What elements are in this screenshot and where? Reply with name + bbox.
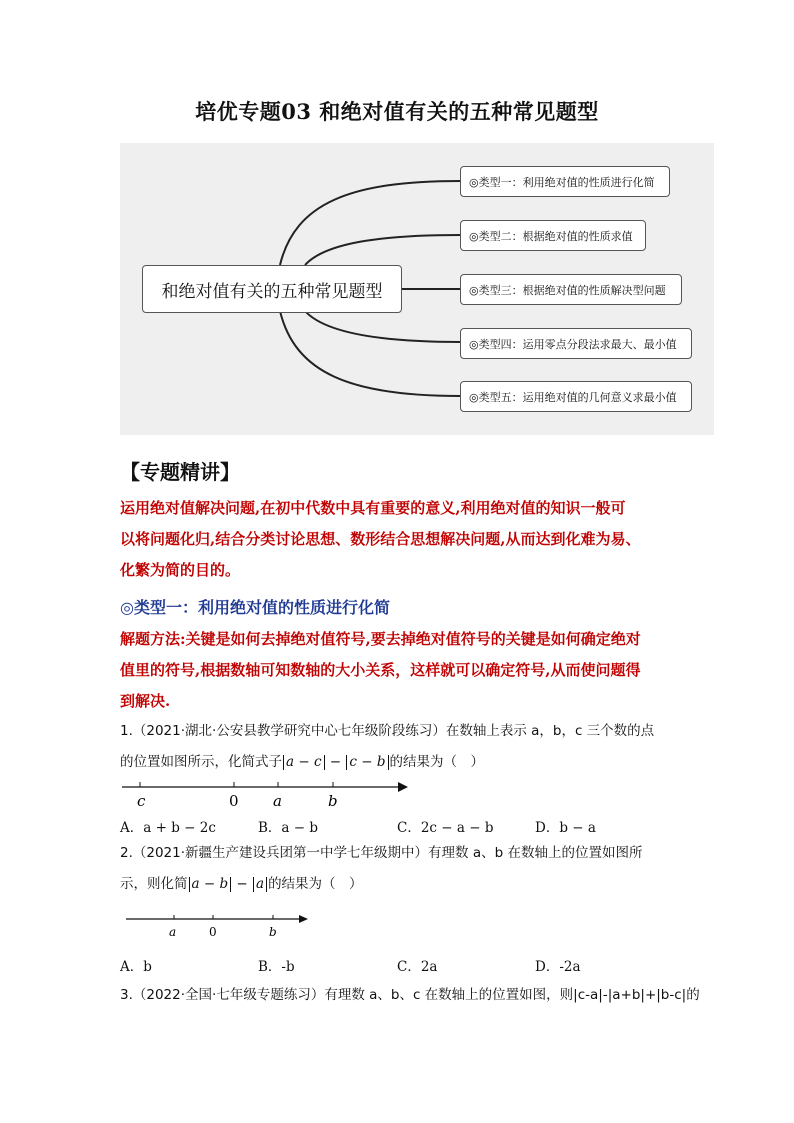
mind-map-node-type4: ◎类型四：运用零点分段法求最大、最小值 xyxy=(460,328,692,359)
question-2 xyxy=(120,838,720,900)
question-3 xyxy=(120,980,720,1011)
q1-option-b: B．a − b xyxy=(258,820,319,836)
question-1 xyxy=(120,716,720,778)
question-2-stem-line2: 示，则化简 a − b − a 的结果为（ ） xyxy=(120,876,363,892)
method-line: 解题方法:关键是如何去掉绝对值符号,要去掉绝对值符号的关键是如何确定绝对 xyxy=(120,630,641,648)
intro-line: 以将问题化归,结合分类讨论思想、数形结合思想解决问题,从而达到化难为易、 xyxy=(120,530,641,548)
method-line: 到解决. xyxy=(120,692,171,710)
axis-label-zero: 0 xyxy=(229,792,239,810)
section-heading: 【专题精讲】 xyxy=(120,460,240,484)
axis-label-b: b xyxy=(269,925,277,939)
q1-option-c: C．2c − a − b xyxy=(397,820,494,836)
axis-label-a: a xyxy=(273,792,282,810)
intro-line: 运用绝对值解决问题,在初中代数中具有重要的意义,利用绝对值的知识一般可 xyxy=(120,499,626,517)
mind-map-node-type2: ◎类型二：根据绝对值的性质求值 xyxy=(460,220,646,251)
question-1-stem-line2: 的位置如图所示，化简式子 a − c − c − b 的结果为（ ） xyxy=(120,754,485,770)
q1-option-d: D．b − a xyxy=(535,820,596,836)
axis-label-b: b xyxy=(328,792,338,810)
method-paragraph xyxy=(120,624,720,717)
intro-line: 化繁为简的目的。 xyxy=(120,561,241,579)
abs-value-expression: a xyxy=(253,877,267,892)
intro-paragraph xyxy=(120,493,720,586)
abs-value-expression: c − b xyxy=(346,755,388,770)
q1-option-a: A．a + b − 2c xyxy=(120,820,216,836)
axis-label-a: a xyxy=(169,925,177,939)
axis-label-zero: 0 xyxy=(209,925,217,939)
q2-option-d: D．-2a xyxy=(535,959,581,975)
method-line: 值里的符号,根据数轴可知数轴的大小关系，这样就可以确定符号,从而使问题得 xyxy=(120,661,641,679)
mind-map-node-type5: ◎类型五：运用绝对值的几何意义求最小值 xyxy=(460,381,692,412)
axis-label-c: c xyxy=(137,792,146,810)
q2-option-a: A．b xyxy=(120,959,152,975)
question-2-stem-line1: 2.（2021·新疆生产建设兵团第一中学七年级期中）有理数 a、b 在数轴上的位置如图所 xyxy=(120,845,643,861)
q2-option-c: C．2a xyxy=(397,959,438,975)
q2-option-b: B．-b xyxy=(258,959,295,975)
abs-value-expression: a − b xyxy=(189,877,232,892)
number-line-q1 xyxy=(118,776,418,812)
mind-map-node-type3: ◎类型三：根据绝对值的性质解决型问题 xyxy=(460,274,682,305)
page-title: 培优专题03 和绝对值有关的五种常见题型 xyxy=(195,99,599,124)
question-3-stem-line1: 3.（2022·全国·七年级专题练习）有理数 a、b、c 在数轴上的位置如图，则|c-a|-|a+b|+|b-c|的 xyxy=(120,987,700,1003)
abs-value-expression: a − c xyxy=(283,755,325,770)
type1-heading: ◎类型一：利用绝对值的性质进行化简 xyxy=(120,598,390,617)
mind-map-node-type1: ◎类型一：利用绝对值的性质进行化简 xyxy=(460,166,670,197)
mind-map xyxy=(120,143,714,435)
question-1-stem-line1: 1.（2021·湖北·公安县教学研究中心七年级阶段练习）在数轴上表示 a，b，c 三个数的点 xyxy=(120,723,655,739)
mind-map-center-topic: 和绝对值有关的五种常见题型 xyxy=(142,265,402,313)
number-line-q2 xyxy=(124,910,324,942)
